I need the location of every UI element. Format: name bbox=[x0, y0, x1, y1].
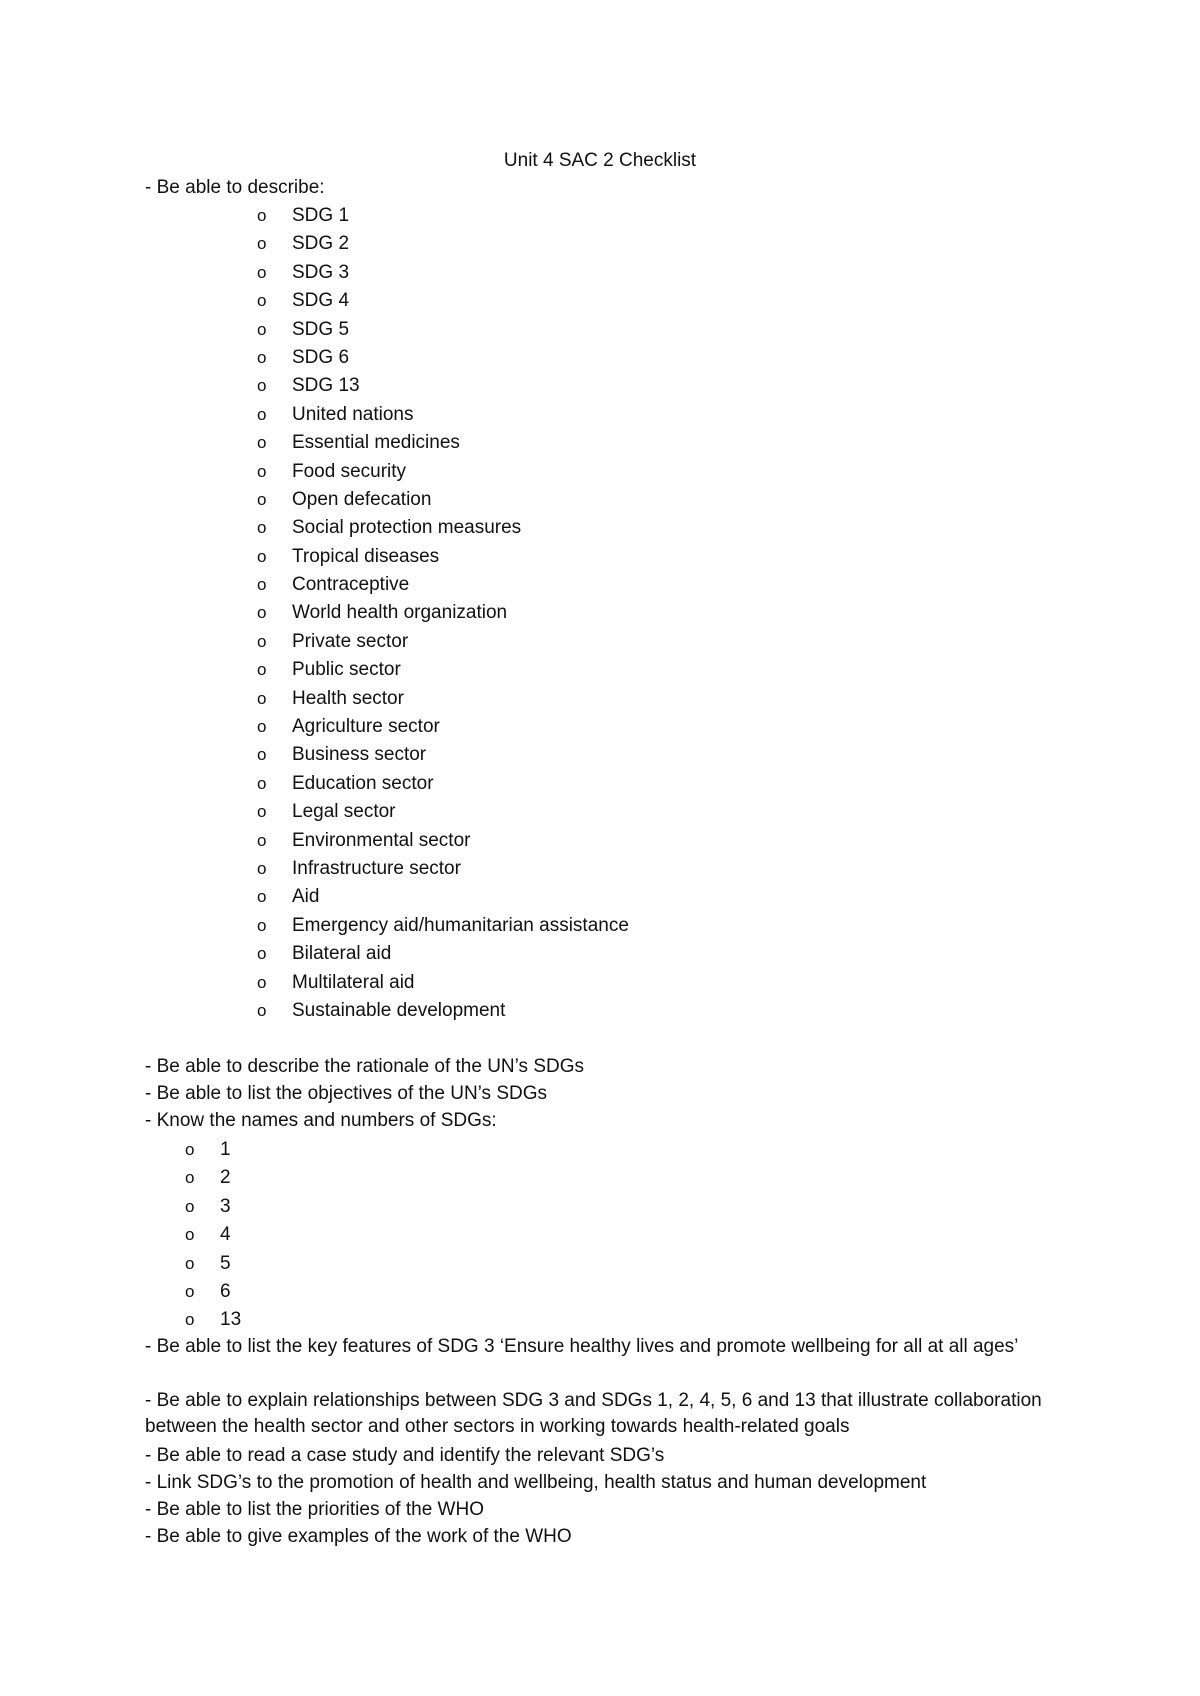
describe-list-item-text: Public sector bbox=[292, 659, 401, 681]
bullet-marker-icon: o bbox=[257, 518, 267, 538]
describe-list-item-text: Education sector bbox=[292, 772, 434, 794]
describe-list-item-text: Contraceptive bbox=[292, 574, 410, 596]
bullet-marker-icon: o bbox=[257, 603, 267, 623]
bullet-marker-icon: o bbox=[257, 631, 267, 651]
describe-list-item-text: Aid bbox=[292, 886, 320, 908]
bullet-marker-icon: o bbox=[257, 206, 267, 225]
describe-list-item-text: SDG 1 bbox=[292, 205, 350, 226]
describe-list-item-text: Legal sector bbox=[292, 801, 396, 823]
rationale-line: - Be able to describe the rationale of the UN’s SDGs bbox=[145, 1056, 584, 1077]
describe-list-item-text: Sustainable development bbox=[292, 999, 506, 1021]
bullet-marker-icon: o bbox=[257, 404, 267, 424]
bullet-marker-icon: o bbox=[257, 972, 267, 992]
sdg-number-item-text: 6 bbox=[220, 1280, 231, 1302]
sdg-number-item-text: 13 bbox=[220, 1309, 242, 1331]
describe-list-item-text: Emergency aid/humanitarian assistance bbox=[292, 914, 629, 936]
describe-list-item-text: Business sector bbox=[292, 744, 427, 766]
bullet-marker-icon: o bbox=[257, 1000, 267, 1020]
describe-list-item-text: Open defecation bbox=[292, 488, 432, 510]
relationships-line: - Be able to explain relationships between SDG 3 and SDGs 1, 2, 4, 5, 6 and 13 that illustrate collaboration between the health sector and other sectors in working towards health-related goals bbox=[145, 1390, 1042, 1437]
bullet-marker-icon: o bbox=[185, 1310, 195, 1330]
bullet-marker-icon: o bbox=[185, 1281, 195, 1301]
bullet-marker-icon: o bbox=[257, 489, 267, 509]
bullet-marker-icon: o bbox=[257, 575, 267, 595]
bullet-marker-icon: o bbox=[257, 291, 267, 311]
describe-list-item-text: SDG 4 bbox=[292, 290, 350, 312]
bullet-marker-icon: o bbox=[257, 802, 267, 822]
describe-list-item-text: SDG 3 bbox=[292, 261, 350, 283]
bullet-marker-icon: o bbox=[257, 717, 267, 737]
describe-list-item-text: Private sector bbox=[292, 630, 409, 652]
describe-list-item-text: United nations bbox=[292, 403, 414, 425]
sdg-number-item-text: 1 bbox=[220, 1139, 231, 1160]
priorities-line: - Be able to list the priorities of the WHO bbox=[145, 1499, 484, 1520]
page-title: Unit 4 SAC 2 Checklist bbox=[503, 150, 697, 171]
bullet-marker-icon: o bbox=[185, 1140, 195, 1159]
bullet-marker-icon: o bbox=[257, 319, 267, 339]
case-study-line: - Be able to read a case study and identify the relevant SDG’s bbox=[145, 1445, 665, 1466]
bullet-marker-icon: o bbox=[257, 745, 267, 765]
describe-list-item-text: Food security bbox=[292, 460, 407, 482]
describe-list-item-text: Social protection measures bbox=[292, 517, 522, 539]
describe-list-item-text: Agriculture sector bbox=[292, 716, 440, 738]
bullet-marker-icon: o bbox=[185, 1168, 195, 1188]
bullet-marker-icon: o bbox=[257, 262, 267, 282]
describe-list-item-text: World health organization bbox=[292, 602, 508, 624]
describe-list-item-text: Essential medicines bbox=[292, 432, 460, 454]
examples-line: - Be able to give examples of the work of the WHO bbox=[145, 1526, 572, 1547]
describe-list-item-text: Environmental sector bbox=[292, 829, 471, 851]
describe-list-item-text: SDG 5 bbox=[292, 318, 350, 340]
describe-list-item-text: SDG 13 bbox=[292, 375, 360, 397]
bullet-marker-icon: o bbox=[185, 1196, 195, 1216]
objectives-line: - Be able to list the objectives of the UN’s SDGs bbox=[145, 1083, 547, 1104]
bullet-marker-icon: o bbox=[257, 773, 267, 793]
bullet-marker-icon: o bbox=[257, 461, 267, 481]
describe-list-item-text: Tropical diseases bbox=[292, 545, 440, 567]
sdg-number-item-text: 2 bbox=[220, 1167, 231, 1189]
describe-list-item-text: SDG 2 bbox=[292, 233, 350, 255]
bullet-marker-icon: o bbox=[257, 433, 267, 453]
bullet-marker-icon: o bbox=[257, 234, 267, 254]
describe-list-item-text: Multilateral aid bbox=[292, 971, 415, 993]
bullet-marker-icon: o bbox=[257, 944, 267, 964]
key-features-line: - Be able to list the key features of SDG 3 ‘Ensure healthy lives and promote wellbeing for all at all ages’ bbox=[145, 1336, 1019, 1357]
bullet-marker-icon: o bbox=[185, 1225, 195, 1245]
bullet-marker-icon: o bbox=[185, 1253, 195, 1273]
bullet-marker-icon: o bbox=[257, 347, 267, 367]
describe-list-item-text: Health sector bbox=[292, 687, 404, 709]
bullet-marker-icon: o bbox=[257, 376, 267, 396]
describe-list-item-text: SDG 6 bbox=[292, 346, 350, 368]
names-numbers-heading: - Know the names and numbers of SDGs: bbox=[145, 1110, 497, 1131]
bullet-marker-icon: o bbox=[257, 887, 267, 907]
bullet-marker-icon: o bbox=[257, 688, 267, 708]
describe-list-item-text: Bilateral aid bbox=[292, 943, 392, 965]
bullet-marker-icon: o bbox=[257, 915, 267, 935]
bullet-marker-icon: o bbox=[257, 660, 267, 680]
sdg-number-item-text: 4 bbox=[220, 1224, 231, 1246]
bullet-marker-icon: o bbox=[257, 546, 267, 566]
link-line: - Link SDG’s to the promotion of health and wellbeing, health status and human development bbox=[145, 1472, 927, 1493]
bullet-marker-icon: o bbox=[257, 830, 267, 850]
describe-list-item-text: Infrastructure sector bbox=[292, 857, 461, 879]
sdg-number-item-text: 3 bbox=[220, 1195, 231, 1217]
sdg-number-item-text: 5 bbox=[220, 1252, 231, 1274]
describe-heading: - Be able to describe: bbox=[145, 177, 325, 198]
bullet-marker-icon: o bbox=[257, 858, 267, 878]
